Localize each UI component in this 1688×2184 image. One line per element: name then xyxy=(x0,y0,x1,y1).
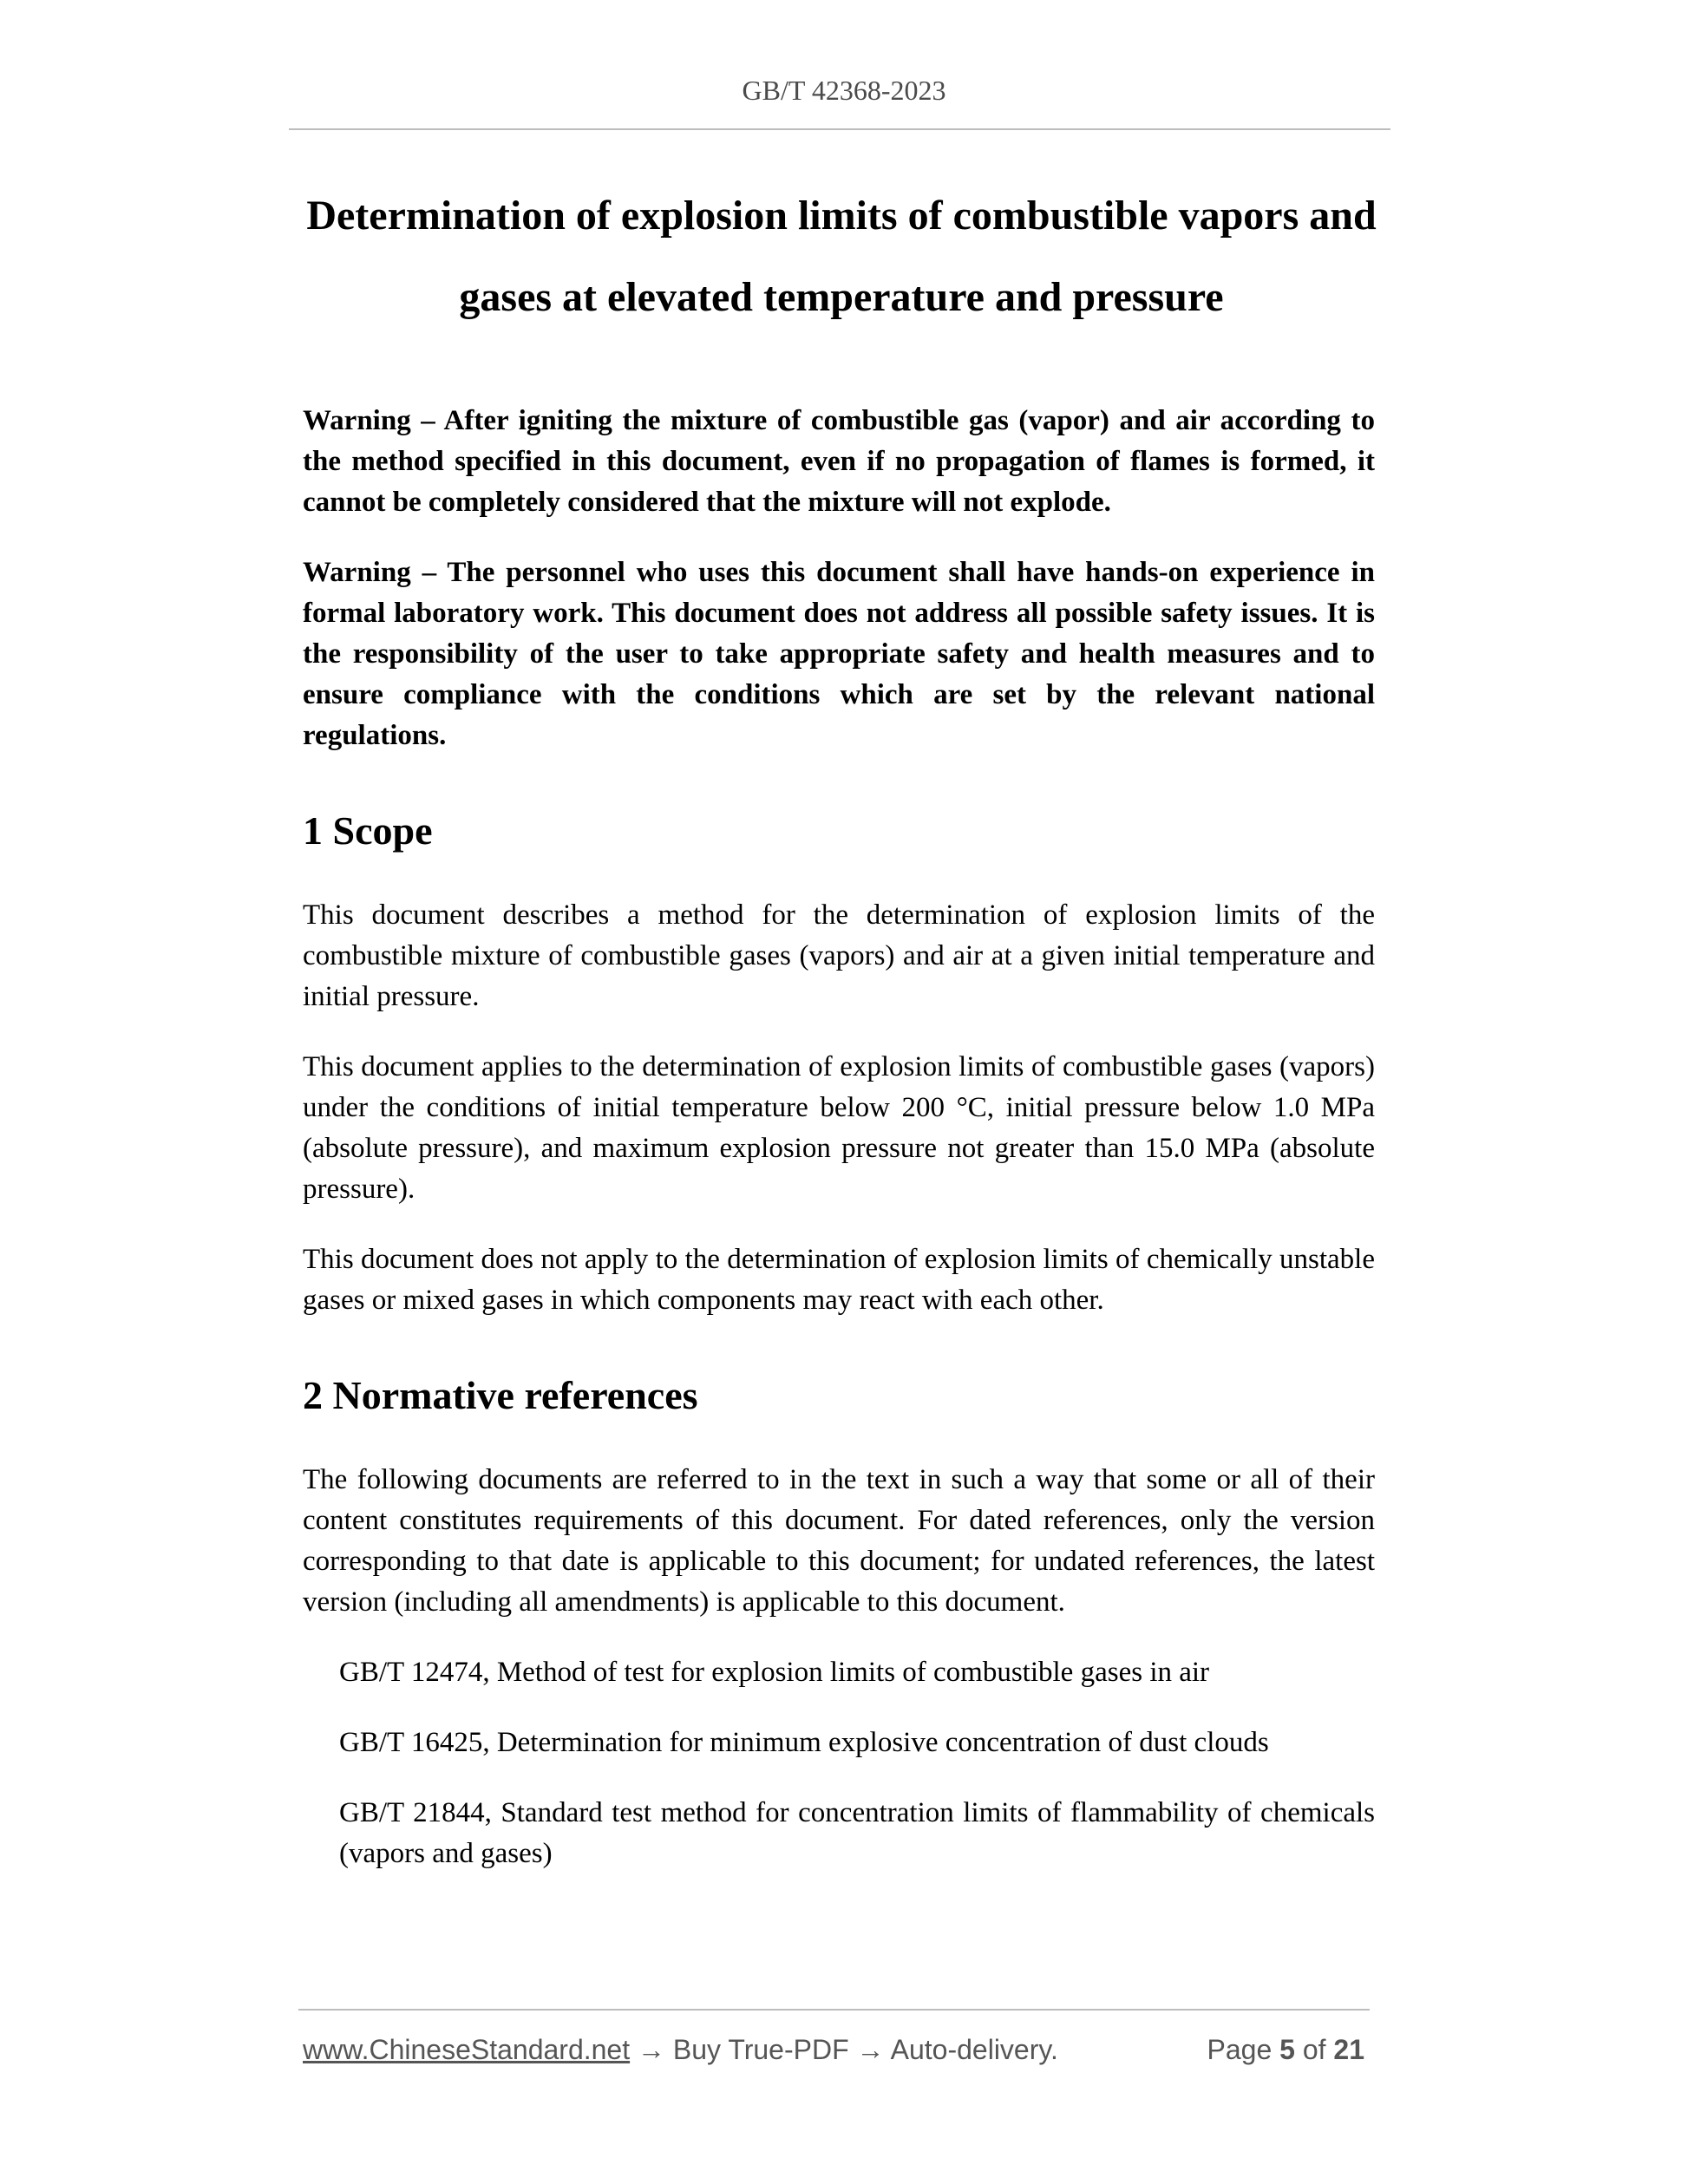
scope-paragraph: This document applies to the determination of explosion limits of combustible gases (vapors) under the conditions of initial temperature below 200 °C, initial pressure below 1.0 MPa (absolute pressure), and maximum explosion pressure not greater than 15.0 MPa (absolute pressure). xyxy=(303,1051,1375,1205)
footer-divider xyxy=(298,2009,1370,2011)
total-page-count: 21 xyxy=(1333,2034,1364,2065)
page-footer xyxy=(303,2028,1370,2071)
header-divider xyxy=(289,128,1390,130)
footer-tagline: → Buy True-PDF → Auto-delivery. xyxy=(630,2034,1058,2065)
section-heading-scope: 1 Scope xyxy=(303,808,433,853)
current-page-number: 5 xyxy=(1279,2034,1295,2065)
scope-paragraph: This document describes a method for the determination of explosion limits of the combustible mixture of combustible gases (vapors) and air at a given initial temperature and initial pressure. xyxy=(303,899,1375,1012)
page-label: Page xyxy=(1207,2034,1273,2065)
document-title xyxy=(260,175,1423,338)
page-number-indicator xyxy=(1207,2028,1364,2071)
reference-item: GB/T 21844, Standard test method for concentration limits of flammability of chemicals (vapors and gases) xyxy=(339,1797,1375,1869)
chinesestandard-link[interactable]: www.ChineseStandard.net xyxy=(303,2034,631,2065)
document-title-line-1: Determination of explosion limits of combustible vapors and xyxy=(306,193,1377,239)
reference-item: GB/T 16425, Determination for minimum explosive concentration of dust clouds xyxy=(339,1727,1269,1758)
document-title-line-2: gases at elevated temperature and pressure xyxy=(459,274,1224,320)
reference-item: GB/T 12474, Method of test for explosion limits of combustible gases in air xyxy=(339,1657,1210,1688)
document-body xyxy=(303,401,1375,1904)
page-of-label: of xyxy=(1302,2034,1326,2065)
footer-promo xyxy=(303,2028,1058,2071)
normative-references-paragraph: The following documents are referred to in the text in such a way that some or all of their content constitutes requirements of this document. For dated references, only the version corresponding to that date is applicable to this document; for undated references, the latest version (including all amendments) is applicable to this document. xyxy=(303,1464,1375,1618)
section-heading-normative-references: 2 Normative references xyxy=(303,1373,698,1417)
scope-paragraph: This document does not apply to the determination of explosion limits of chemically unstable gases or mixed gases in which components may react with each other. xyxy=(303,1244,1375,1316)
warning-paragraph: Warning – The personnel who uses this document shall have hands-on experience in formal laboratory work. This document does not address all possible safety issues. It is the responsibility of the user to take appropriate safety and health measures and to ensure compliance with the conditions which are set by the relevant national regulations. xyxy=(303,557,1375,751)
header-standard-code: GB/T 42368-2023 xyxy=(742,75,946,106)
warning-paragraph: Warning – After igniting the mixture of combustible gas (vapor) and air according to the method specified in this document, even if no propagation of flames is formed, it cannot be completely considered that the mixture will not explode. xyxy=(303,405,1375,518)
